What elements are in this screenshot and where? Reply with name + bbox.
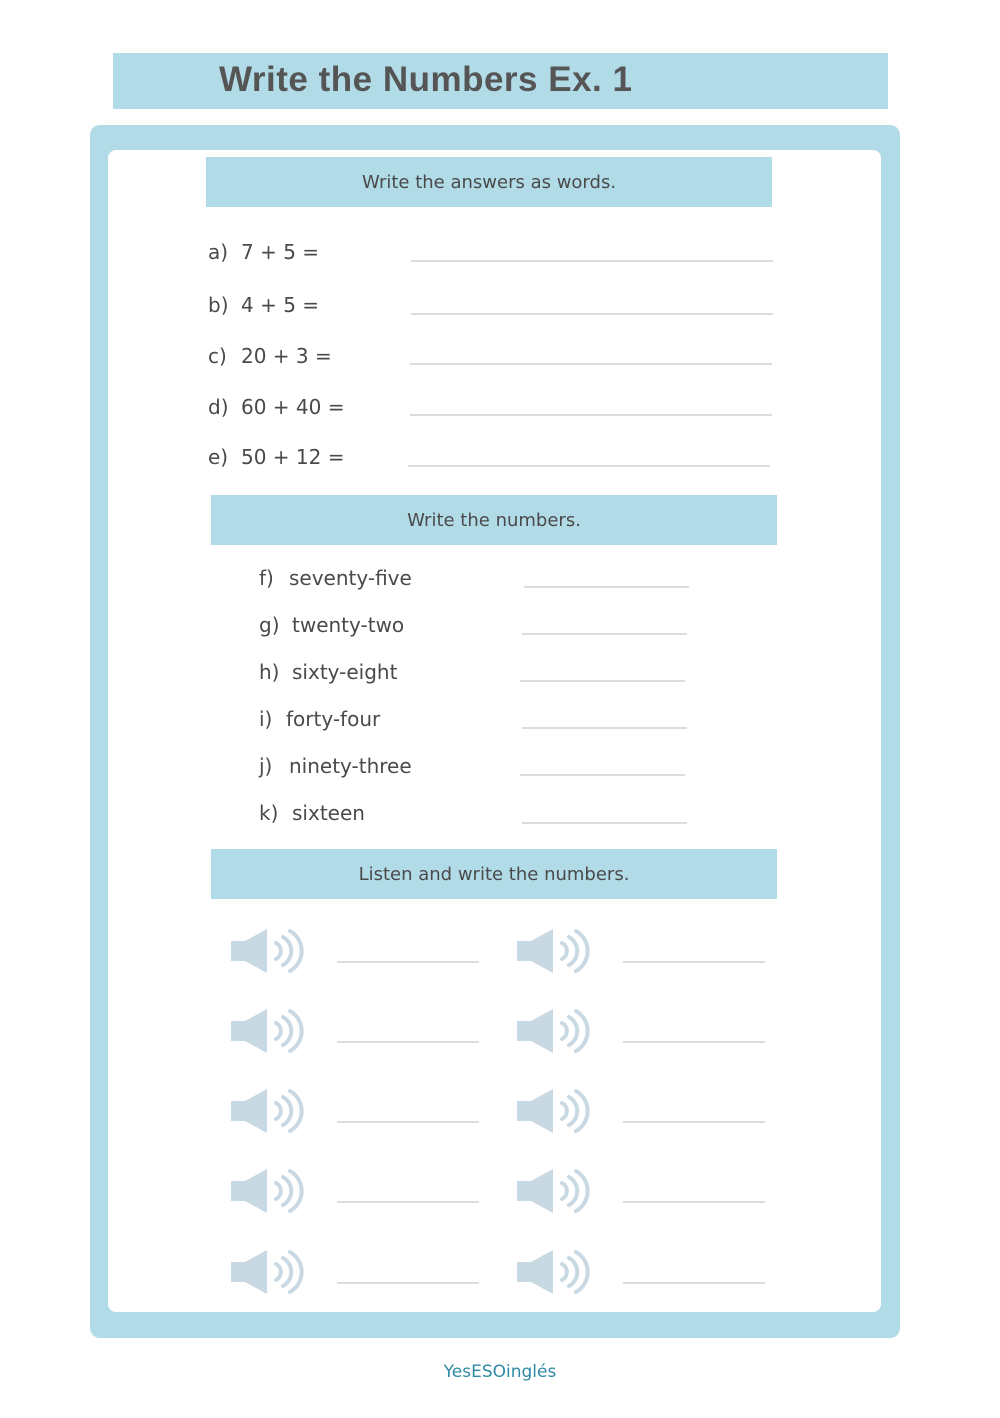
answer-line-h[interactable] — [520, 680, 685, 682]
answer-line-b[interactable] — [411, 313, 773, 315]
answer-line-f[interactable] — [524, 586, 689, 588]
title-banner — [113, 53, 888, 109]
exercise-row-e — [208, 442, 408, 472]
number-word: seventy-five — [289, 566, 412, 590]
listening-answer-line[interactable] — [623, 1121, 765, 1123]
speaker-volume-icon[interactable] — [229, 1247, 313, 1297]
listening-answer-line[interactable] — [337, 1282, 479, 1284]
speaker-volume-icon[interactable] — [229, 1086, 313, 1136]
exercise-equation: 60 + 40 = — [241, 395, 345, 419]
speaker-volume-icon[interactable] — [229, 1166, 313, 1216]
number-word: forty-four — [286, 707, 381, 731]
answer-line-i[interactable] — [522, 727, 687, 729]
exercise-row-c — [208, 341, 408, 371]
listening-answer-line[interactable] — [623, 1041, 765, 1043]
section-header-write-numbers: Write the numbers. — [211, 495, 777, 545]
listening-answer-line[interactable] — [337, 1041, 479, 1043]
exercise-equation: 4 + 5 = — [241, 293, 320, 317]
answer-line-c[interactable] — [410, 363, 772, 365]
listening-answer-line[interactable] — [623, 1201, 765, 1203]
listening-answer-line[interactable] — [623, 961, 765, 963]
exercise-row-a — [208, 237, 408, 267]
listening-answer-line[interactable] — [337, 1201, 479, 1203]
section-header-listen-write: Listen and write the numbers. — [211, 849, 777, 899]
exercise-letter: d) — [208, 395, 229, 419]
exercise-row-b — [208, 290, 408, 320]
section-header-answers-as-words: Write the answers as words. — [206, 157, 772, 207]
answer-line-d[interactable] — [410, 414, 772, 416]
exercise-letter: a) — [208, 240, 229, 264]
exercise-letter: c) — [208, 344, 227, 368]
exercise-equation: 50 + 12 = — [241, 445, 345, 469]
answer-line-g[interactable] — [522, 633, 687, 635]
page-title: Write the Numbers Ex. 1 — [219, 60, 633, 99]
number-word: twenty-two — [292, 613, 405, 637]
speaker-volume-icon[interactable] — [515, 1006, 599, 1056]
exercise-letter: e) — [208, 445, 229, 469]
number-word: sixteen — [292, 801, 365, 825]
number-word: sixty-eight — [292, 660, 398, 684]
speaker-volume-icon[interactable] — [229, 926, 313, 976]
exercise-row-k — [259, 798, 509, 828]
answer-line-a[interactable] — [411, 260, 773, 262]
exercise-letter: f) — [259, 566, 274, 590]
exercise-equation: 7 + 5 = — [241, 240, 320, 264]
exercise-letter: h) — [259, 660, 280, 684]
exercise-letter: k) — [259, 801, 279, 825]
exercise-letter: i) — [259, 707, 273, 731]
exercise-letter: j) — [259, 754, 273, 778]
footer-brand: YesESOinglés — [443, 1362, 557, 1382]
answer-line-e[interactable] — [408, 465, 770, 467]
number-word: ninety-three — [289, 754, 412, 778]
exercise-row-d — [208, 392, 408, 422]
speaker-volume-icon[interactable] — [515, 1166, 599, 1216]
exercise-equation: 20 + 3 = — [241, 344, 332, 368]
exercise-row-f — [259, 563, 509, 593]
speaker-volume-icon[interactable] — [515, 926, 599, 976]
answer-line-k[interactable] — [522, 822, 687, 824]
exercise-letter: g) — [259, 613, 280, 637]
speaker-volume-icon[interactable] — [515, 1247, 599, 1297]
exercise-row-h — [259, 657, 509, 687]
listening-answer-line[interactable] — [337, 961, 479, 963]
listening-answer-line[interactable] — [623, 1282, 765, 1284]
speaker-volume-icon[interactable] — [515, 1086, 599, 1136]
answer-line-j[interactable] — [520, 774, 685, 776]
exercise-row-j — [259, 751, 509, 781]
speaker-volume-icon[interactable] — [229, 1006, 313, 1056]
exercise-row-i — [259, 704, 509, 734]
exercise-letter: b) — [208, 293, 229, 317]
exercise-row-g — [259, 610, 509, 640]
listening-answer-line[interactable] — [337, 1121, 479, 1123]
